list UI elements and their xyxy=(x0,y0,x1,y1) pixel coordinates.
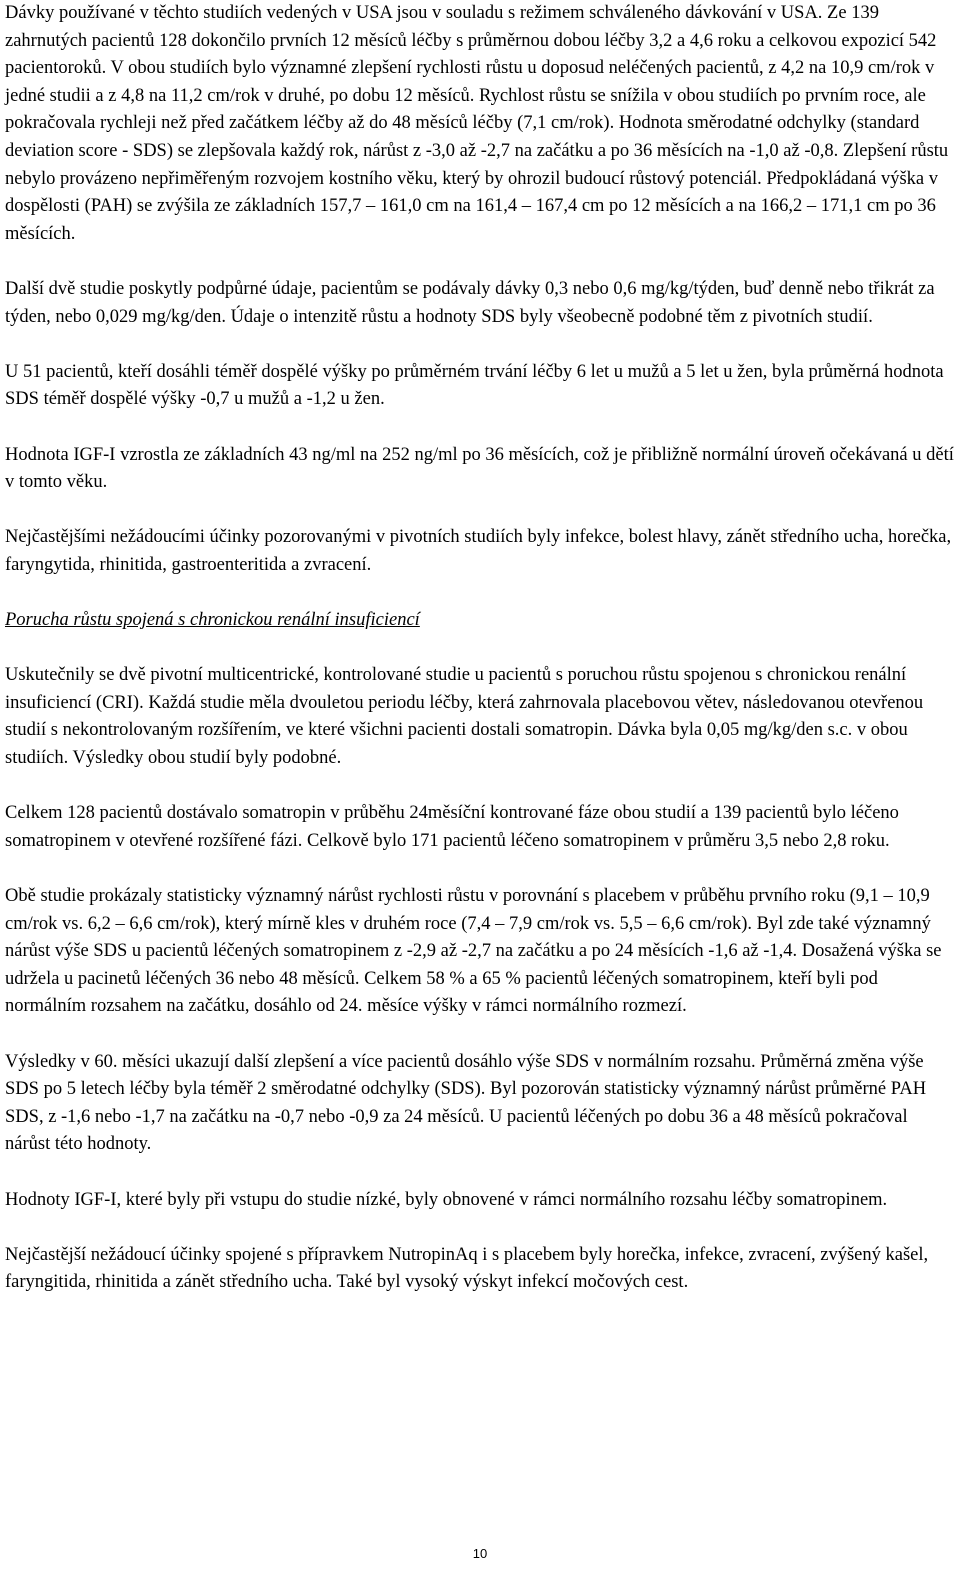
paragraph-adult-height: U 51 pacientů, kteří dosáhli téměř dospělé výšky po průměrném trvání léčby 6 let u mužů a 5 let u žen, byla průměrná hodnota SDS téměř dospělé výšky -0,7 u mužů a -1,2 u žen. xyxy=(5,361,944,410)
paragraph-cri-igf-i: Hodnoty IGF-I, které byly při vstupu do studie nízké, byly obnovené v rámci normálního rozsahu léčby somatropinem. xyxy=(5,1189,888,1210)
section-heading: Porucha růstu spojená s chronickou renální insuficiencí xyxy=(5,610,420,631)
paragraph-cri-patients: Celkem 128 pacientů dostávalo somatropin v průběhu 24měsíční kontrované fáze obou studií a 139 pacientů bylo léčeno somatropinem v otevřené rozšířené fázi. Celkově bylo 171 pacientů léčeno somatropinem v průměru 3,5 nebo 2,8 roku. xyxy=(5,803,899,851)
paragraph-pivotal-studies-results: Dávky používané v těchto studiích vedených v USA jsou v souladu s režimem schváleného dávkování v USA. Ze 139 zahrnutých pacientů 128 dokončilo prvních 12 měsíců léčby s průměrnou dobou léčby 3,2 a 4,6 roku a celkovou expozicí 542 pacientoroků. V obou studiích bylo významné zlepšení rychlosti růstu u doposud neléčených pacientů, z 4,2 na 10,9 cm/rok v jedné studii a z 4,8 na 11,2 cm/rok v druhé, po dobu 12 měsíců. Rychlost růstu se snížila v obou studiích po prvním roce, ale pokračovala rychleji než před začátkem léčby až do 48 měsíců léčby (7,1 cm/rok). Hodnota směrodatné odchylky (standard deviation score - SDS) se zlepšovala každý rok, nárůst z -3,0 až -2,7 na začátku a po 36 měsících na -1,0 až -0,8. Zlepšení růstu nebylo provázeno nepřiměřeným rozvojem kostního věku, který by ohrozil budoucí růstový potenciál. Předpokládaná výška v dospělosti (PAH) se zvýšila ze základních 157,7 – 161,0 cm na 161,4 – 167,4 cm po 12 měsících a na 166,2 – 171,1 cm po 36 měsících. xyxy=(5,3,949,244)
paragraph-cri-adverse-effects: Nejčastější nežádoucí účinky spojené s přípravkem NutropinAq i s placebem byly horečka, infekce, zvracení, zvýšený kašel, faryngitida, rhinitida a zánět středního ucha. Také byl vysoký výskyt infekcí močových cest. xyxy=(5,1244,929,1293)
paragraph-cri-60-months: Výsledky v 60. měsíci ukazují další zlepšení a více pacientů dosáhlo výše SDS v normálním rozsahu. Průměrná změna výše SDS po 5 letech léčby byla téměř 2 směrodatné odchylky (SDS). Byl pozorován statisticky významný nárůst průměrné PAH SDS, z -1,6 nebo -1,7 na začátku na -0,7 nebo -0,9 za 24 měsíců. U pacientů léčených po dobu 36 a 48 měsíců pokračoval nárůst této hodnoty. xyxy=(5,1051,927,1155)
paragraph-supporting-studies: Další dvě studie poskytly podpůrné údaje, pacientům se podávaly dávky 0,3 nebo 0,6 mg/kg/týden, buď denně nebo třikrát za týden, nebo 0,029 mg/kg/den. Údaje o intenzitě růstu a hodnoty SDS byly všeobecně podobné těm z pivotních studií. xyxy=(5,278,935,327)
page-number: 10 xyxy=(472,1546,488,1561)
paragraph-igf-i: Hodnota IGF-I vzrostla ze základních 43 ng/ml na 252 ng/ml po 36 měsících, což je přibližně normální úroveň očekávaná u dětí v tomto věku. xyxy=(5,444,954,493)
paragraph-adverse-effects: Nejčastějšími nežádoucími účinky pozorovanými v pivotních studiích byly infekce, bolest hlavy, zánět středního ucha, horečka, faryngytida, rhinitida, gastroenteritida a zvracení. xyxy=(5,527,952,575)
paragraph-cri-studies: Uskutečnily se dvě pivotní multicentrické, kontrolované studie u pacientů s poruchou růstu spojenou s chronickou renální insuficiencí (CRI). Každá studie měla dvouletou periodu léčby, která zahrnovala placebovou větev, následovanou otevřenou studií s nekontrolovaným rozšířením, ve které všichni pacienti dostali somatropin. Dávka byla 0,05 mg/kg/den s.c. v obou studiích. Výsledky obou studií byly podobné. xyxy=(5,665,924,769)
document-page xyxy=(5,0,955,1297)
paragraph-cri-growth: Obě studie prokázaly statisticky významný nárůst rychlosti růstu v porovnání s placebem v průběhu prvního roku (9,1 – 10,9 cm/rok vs. 6,2 – 6,6 cm/rok), který mírně kles v druhém roce (7,4 – 7,9 cm/rok vs. 5,5 – 6,6 cm/rok). Byl zde také významný nárůst výše SDS u pacientů léčených somatropinem z -2,9 až -2,7 na začátku a po 24 měsících -1,6 až -1,4. Dosažená výška se udržela u pacinetů léčených 36 nebo 48 měsíců. Celkem 58 % a 65 % pacientů léčených somatropinem, kteří byli pod normálním rozsahem na začátku, dosáhlo od 24. měsíce výšky v rámci normálního rozmezí. xyxy=(5,886,942,1017)
